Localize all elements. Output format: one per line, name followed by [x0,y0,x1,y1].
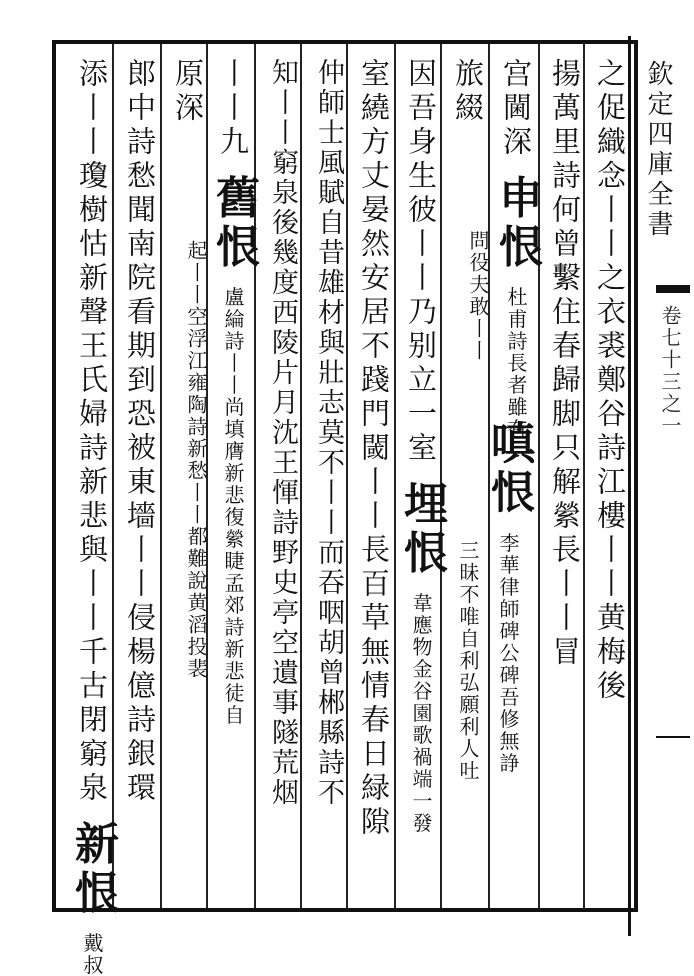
headword: 申恨 [491,174,542,273]
column-rule [160,44,162,908]
headword: 新恨 [67,820,118,919]
column-text: 宫閫深 [499,58,533,160]
text-column-2 [545,58,585,670]
book-title: 欽定四庫全書 [643,60,673,240]
text-column-4-tail [448,540,488,782]
headword: 嗔恨 [483,420,534,518]
annotation-text: 起丨丨空浮江雍陶詩新愁丨丨都難說黄滔投裴 [184,240,208,680]
column-text: 之促織念丨丨之衣裘鄭谷詩江樓丨丨黄梅後 [593,58,627,704]
spine-mark [656,285,690,293]
spine-mark-lower [656,736,690,738]
text-column-10 [168,58,208,126]
column-text: 知丨丨窮泉後幾度西陵片月沈王惲詩野史亭空遺事隧荒烟 [267,58,298,808]
headword: 舊恨 [208,174,259,273]
column-text: 揚萬里詩何曾繫住春歸脚只解縈長丨丨冒 [548,58,582,670]
text-column-1 [590,58,630,704]
headword: 埋恨 [396,480,447,579]
column-text: 旅綴 [451,58,485,126]
column-text: 仲師士風賦自昔雄材與壯志莫不丨丨而吞咽胡曾郴縣詩不 [313,58,344,808]
text-column-8 [262,58,302,808]
text-column-4-annotation [458,230,498,362]
column-text: 添丨丨瓊樹怙新聲王氏婦詩新悲與丨丨千古閉窮泉 [75,58,109,806]
text-column-3-lower [483,420,534,775]
annotation-text: 盧綸詩丨丨尚填膺新悲復縈睫孟郊詩新悲徒自 [221,286,245,727]
text-column-5 [396,58,447,835]
annotation-text: 韋應物金谷園歌禍端一發 [409,592,433,835]
text-column-12 [67,58,118,976]
column-rule [112,44,114,908]
text-column-10-annotation [176,240,216,680]
annotation-text: 戴叔 [80,932,104,976]
column-text: 原深 [171,58,205,126]
annotation-text: 問役夫敢丨丨 [466,230,490,362]
column-text: 丨丨九 [216,58,250,160]
text-column-4 [448,58,488,126]
text-column-7 [308,58,348,808]
column-text: 室繞方丈晏然安居不踐門閾丨丨長百草無情春日緑隙 [357,58,391,840]
text-column-3 [491,58,542,441]
column-text: 因吾身生彼丨丨乃别立一室 [404,58,438,466]
annotation-text: 杜甫詩長者雖有 [504,286,528,441]
text-column-6 [354,58,394,840]
annotation-text: 李華律師碑公碑吾修無諍 [496,532,520,775]
column-text: 郎中詩愁聞南院看期到恐被東墻丨丨侵楊億詩銀環 [123,58,157,806]
volume-label: 卷七十三之一 [658,305,682,437]
text-column-9 [208,58,259,727]
annotation-text: 三昧不唯自利弘願利人吐 [456,540,480,782]
text-column-11 [120,58,160,806]
column-rule [394,44,396,908]
